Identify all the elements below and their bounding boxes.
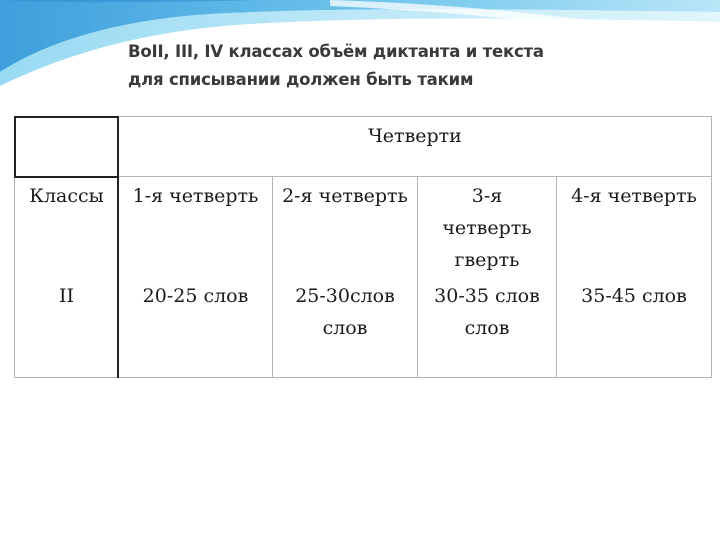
slide-title-line-2: для списывании должен быть таким: [128, 70, 474, 89]
quarter-3-value-line-1: 30-35 слов: [434, 285, 540, 307]
volume-table: [14, 116, 712, 378]
quarter-2-value-line-1: 25-30слов: [295, 285, 395, 307]
quarter-4-value: [557, 280, 711, 312]
corner-box-bottom: [14, 176, 119, 178]
quarter-3-header-line-2: четверть: [442, 217, 532, 239]
quarter-1-value: [119, 280, 272, 312]
corner-box-left: [14, 116, 16, 178]
quarters-header: Четверти: [368, 125, 462, 147]
quarter-3-header-line-3: гверть: [454, 249, 520, 271]
class-label: II: [58, 285, 74, 307]
quarter-2-value: [273, 280, 417, 344]
quarter-2-header: [273, 180, 417, 212]
quarter-2-header-line: 2-я четверть: [282, 185, 408, 207]
quarter-2-value-line-2: слов: [322, 317, 368, 339]
quarter-3-header-line-1: 3-я: [471, 185, 503, 207]
quarter-1-header-line: 1-я четверть: [132, 185, 259, 207]
table-row-separator: [118, 176, 712, 177]
quarter-3-value-line-2: слов: [464, 317, 510, 339]
quarter-3-value: [418, 280, 556, 344]
slide-title: [128, 38, 598, 94]
corner-box-top: [14, 116, 119, 118]
table-border-top: [118, 116, 712, 117]
quarter-1-value-line: 20-25 слов: [142, 285, 249, 307]
table-border-left: [14, 176, 15, 378]
quarter-4-header-line: 4-я четверть: [571, 185, 697, 207]
quarter-3-header: [418, 180, 556, 276]
quarter-4-value-line: 35-45 слов: [581, 285, 687, 307]
quarter-1-header: [119, 180, 272, 212]
table-border-right: [711, 116, 712, 378]
quarter-4-header: [557, 180, 711, 212]
classes-header: Классы: [29, 185, 104, 207]
slide-title-line-1: ВоII, III, IV классах объём диктанта и текста: [128, 42, 544, 61]
